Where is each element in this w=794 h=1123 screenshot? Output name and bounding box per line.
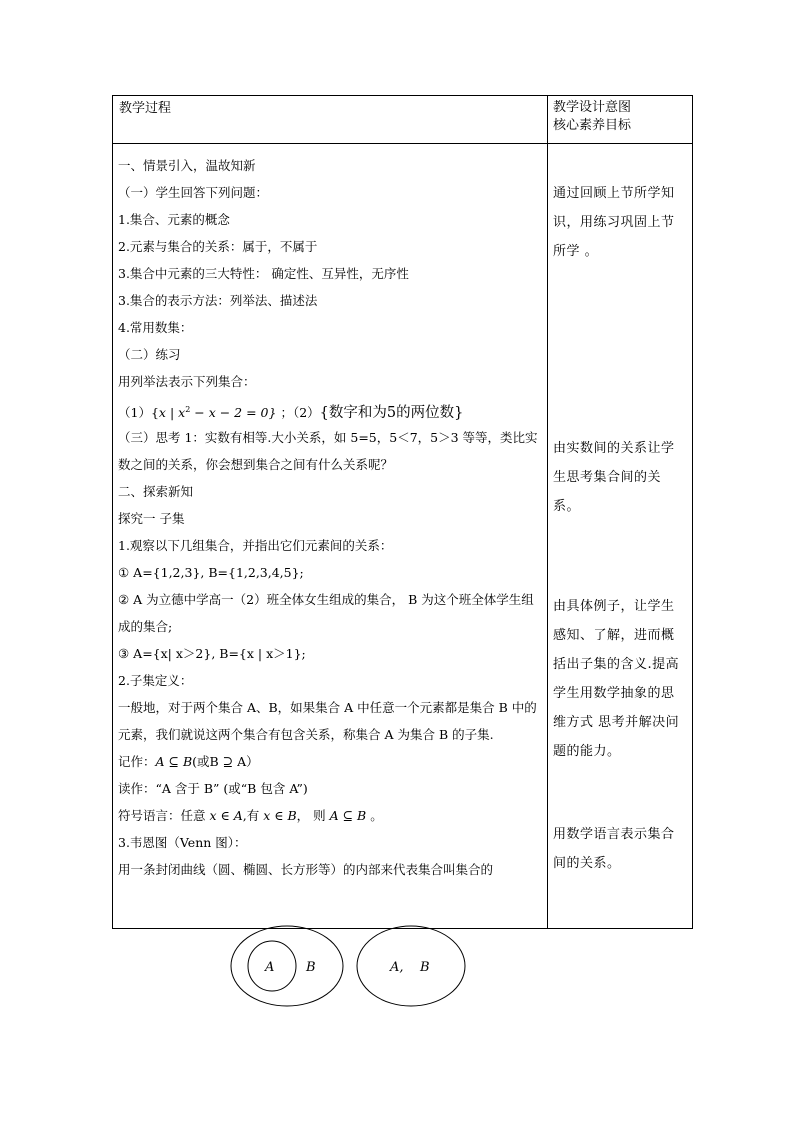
intent-block-review: 通过回顾上节所学知识，用练习巩固上节所学 。 [553, 186, 675, 259]
venn1-outer-label: B [306, 960, 316, 975]
text-line: 1.集合、元素的概念 [118, 212, 230, 227]
symbolic-c: A ⊆ B [329, 808, 367, 823]
text-line: 4.常用数集： [118, 320, 193, 335]
header-intent [548, 96, 693, 144]
symbolic-dot: 。 [366, 808, 383, 823]
set1-exp: 2 [185, 405, 191, 414]
header-process [113, 96, 548, 144]
think-paragraph: （三）思考 1：实数有相等.大小关系，如 5=5，5＜7，5＞3 等等，类比实数之间的关系，你会想到集合之间有什么关系呢？ [118, 430, 538, 472]
exercise-p1: （1） [118, 405, 151, 421]
venn-text: 用一条封闭曲线（圆、椭圆、长方形等）的内部来代表集合叫集合的 [118, 862, 494, 877]
symbolic-a: x ∈ A [209, 808, 243, 823]
symbolic-label: 符号语言：任意 [118, 808, 210, 823]
set1-rest: − x − 2 = 0} [190, 405, 277, 421]
venn-title: 3.韦恩图（Venn 图）： [118, 835, 247, 850]
text-line: 2.元素与集合的关系：属于，不属于 [118, 239, 318, 254]
set2: {数字和为5的两位数} [319, 405, 464, 422]
text-line: 3.集合的表示方法：列举法、描述法 [118, 293, 318, 308]
set1-var: x [158, 405, 166, 421]
process-content [113, 144, 548, 929]
text-line: 二、探索新知 [118, 484, 194, 499]
lesson-table [112, 95, 693, 929]
reading-line: 读作：“A 含于 B” (或“B 包含 A”) [118, 781, 308, 796]
intent-block-think: 由实数间的关系让学生思考集合间的关系。 [553, 441, 675, 514]
notation-label: 记作： [118, 754, 156, 769]
intent-block-language: 用数学语言表示集合间的关系。 [553, 827, 675, 871]
exercise-sep: ；（2） [276, 405, 320, 421]
intent-block-subset: 由具体例子，让学生感知、了解，进而概括出子集的含义.提高学生用数学抽象的思维方式 思考并解决问题的能力。 [553, 599, 680, 759]
def-title: 2.子集定义： [118, 673, 193, 688]
notation-expr: A ⊆ B [155, 754, 193, 769]
table-header-row [113, 96, 693, 144]
def-paragraph: 一般地，对于两个集合 A、B，如果集合 A 中任意一个元素都是集合 B 中的元素，我们就说这两个集合有包含关系，称集合 A 为集合 B 的子集. [118, 700, 537, 742]
text-line: （一）学生回答下列问题： [118, 185, 269, 200]
symbolic-mid: ,有 [242, 808, 264, 823]
item2-paragraph: ② A 为立德中学高一（2）班全体女生组成的集合， B 为这个班全体学生组成的集合; [118, 592, 534, 634]
text-line: （二）练习 [118, 347, 181, 362]
symbolic-end: ， 则 [296, 808, 330, 823]
symbolic-line [118, 802, 543, 829]
text-line: ① A={1,2,3}, B={1,2,3,4,5}; [118, 565, 304, 580]
text-line: 1.观察以下几组集合，并指出它们元素间的关系： [118, 538, 393, 553]
set1-x: x [178, 405, 186, 421]
text-line: 探究一 子集 [118, 511, 185, 526]
set1-bar: | [165, 405, 179, 421]
intent-content [548, 144, 693, 929]
venn2-label: A, B [390, 960, 430, 975]
table-body-row [113, 144, 693, 929]
header-intent-line1: 教学设计意图 [553, 100, 632, 115]
venn1-inner-label: A [265, 960, 275, 975]
text-line: 用列举法表示下列集合： [118, 374, 256, 389]
text-line: 一、情景引入，温故知新 [118, 158, 256, 173]
header-intent-line2: 核心素养目标 [553, 118, 632, 133]
notation-line [118, 748, 543, 775]
symbolic-b: x ∈ B [263, 808, 297, 823]
item3-line: ③ A={x| x＞2}, B={x | x＞1}; [118, 646, 306, 661]
text-line: 3.集合中元素的三大特性： 确定性、互异性，无序性 [118, 266, 409, 281]
header-process-label: 教学过程 [119, 101, 172, 116]
venn-diagrams [228, 925, 468, 1015]
set1-open: { [150, 405, 159, 421]
notation-alt: (或B ⊇ A） [192, 754, 259, 769]
exercise-line [118, 395, 543, 424]
